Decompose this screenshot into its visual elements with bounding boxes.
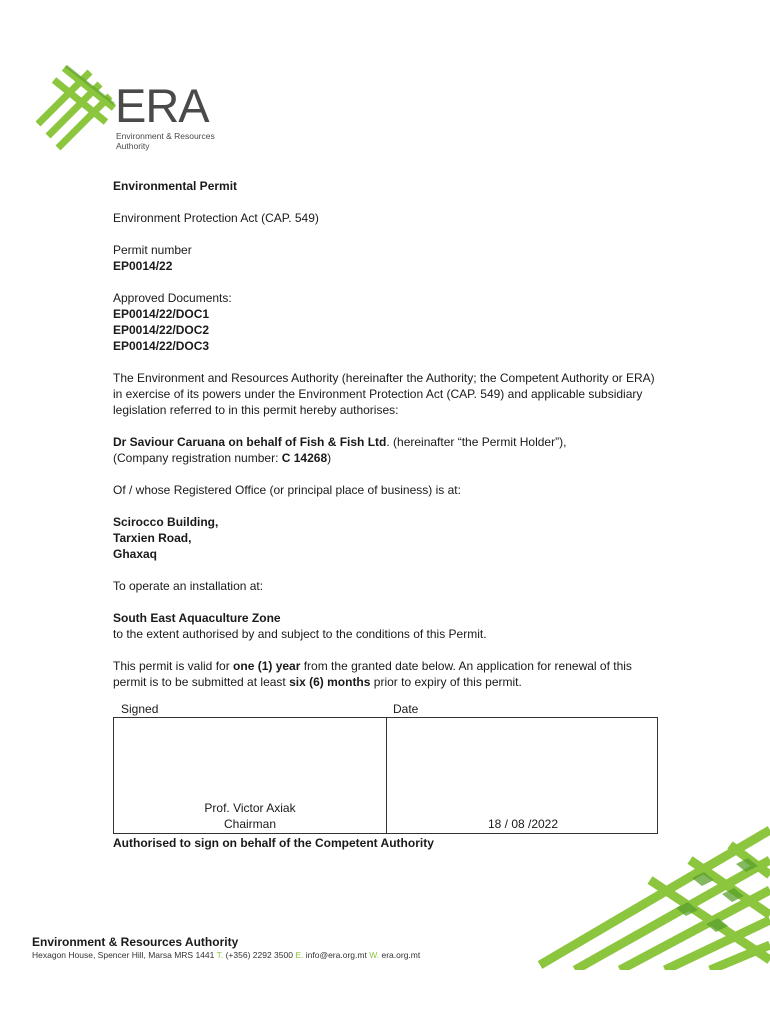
act-reference: Environment Protection Act (CAP. 549) bbox=[113, 211, 319, 225]
signature-table bbox=[113, 717, 658, 834]
permit-number-label: Permit number bbox=[113, 243, 192, 257]
footer-web[interactable]: era.org.mt bbox=[381, 950, 421, 960]
signatory-cell bbox=[114, 800, 386, 832]
address-line-1: Scirocco Building, bbox=[113, 515, 219, 529]
footer-email-label: E. bbox=[295, 950, 304, 960]
approved-doc-1: EP0014/22/DOC1 bbox=[113, 307, 210, 321]
logo-wordmark: ERA bbox=[115, 79, 209, 132]
approved-doc-3: EP0014/22/DOC3 bbox=[113, 339, 210, 353]
era-stripes-icon bbox=[36, 62, 116, 154]
document-title: Environmental Permit bbox=[113, 179, 238, 193]
signature-date: 18 / 08 /2022 bbox=[487, 817, 559, 831]
permit-number: EP0014/22 bbox=[113, 259, 173, 273]
approved-doc-2: EP0014/22/DOC2 bbox=[113, 323, 210, 337]
footer-tel[interactable]: (+356) 2292 3500 bbox=[225, 950, 293, 960]
footer-tel-label: T. bbox=[216, 950, 224, 960]
footer-address: Hexagon House, Spencer Hill, Marsa MRS 1441 bbox=[32, 950, 215, 960]
logo-subtitle-line1: Environment & Resources bbox=[116, 131, 215, 141]
signature-headers bbox=[113, 702, 659, 718]
footer-web-label: W. bbox=[369, 950, 380, 960]
extent-statement: to the extent authorised by and subject to the conditions of this Permit. bbox=[113, 627, 487, 641]
permit-holder-suffix: . (hereinafter “the Permit Holder”), bbox=[386, 435, 567, 449]
address-line-2: Tarxien Road, bbox=[113, 531, 192, 545]
validity-text-3: prior to expiry of this permit. bbox=[370, 675, 522, 689]
era-logo bbox=[36, 62, 236, 154]
installation-name: South East Aquaculture Zone bbox=[113, 611, 281, 625]
footer-org-name: Environment & Resources Authority bbox=[32, 935, 239, 949]
company-reg-number: C 14268 bbox=[281, 451, 328, 465]
office-intro: Of / whose Registered Office (or principal place of business) is at: bbox=[113, 483, 461, 497]
company-reg-prefix: (Company registration number: bbox=[113, 451, 282, 465]
corner-lattice-decoration bbox=[500, 820, 770, 970]
permit-body bbox=[113, 178, 663, 690]
logo-subtitle bbox=[116, 131, 236, 151]
signed-label: Signed bbox=[121, 702, 159, 716]
validity-text-2: from the granted date below. An application for renewal of this permit is to be submitted at least bbox=[113, 659, 632, 689]
authorised-note: Authorised to sign on behalf of the Competent Authority bbox=[113, 836, 434, 850]
logo-subtitle-line2: Authority bbox=[116, 141, 150, 151]
footer-contact bbox=[32, 950, 420, 960]
company-registration bbox=[113, 450, 663, 466]
date-label: Date bbox=[393, 702, 419, 716]
signatory-role: Chairman bbox=[223, 817, 277, 831]
approved-docs-label: Approved Documents: bbox=[113, 291, 232, 305]
signatory-name: Prof. Victor Axiak bbox=[204, 801, 296, 815]
validity-duration: one (1) year bbox=[233, 659, 301, 673]
footer-email[interactable]: info@era.org.mt bbox=[305, 950, 367, 960]
address-line-3: Ghaxaq bbox=[113, 547, 158, 561]
validity-paragraph bbox=[113, 658, 663, 690]
company-reg-suffix: ) bbox=[327, 451, 332, 465]
validity-text-1: This permit is valid for bbox=[113, 659, 234, 673]
authority-paragraph: The Environment and Resources Authority (hereinafter the Authority; the Competent Authority or ERA) in exercise of its powers under the Environment Protection Act (CAP. 549) and applicable subsidiary legislation referred to in this permit hereby authorises: bbox=[113, 371, 655, 417]
permit-holder-name: Dr Saviour Caruana on behalf of Fish & Fish Ltd bbox=[113, 435, 387, 449]
permit-holder bbox=[113, 434, 663, 450]
renewal-period: six (6) months bbox=[289, 675, 371, 689]
operate-intro: To operate an installation at: bbox=[113, 579, 264, 593]
